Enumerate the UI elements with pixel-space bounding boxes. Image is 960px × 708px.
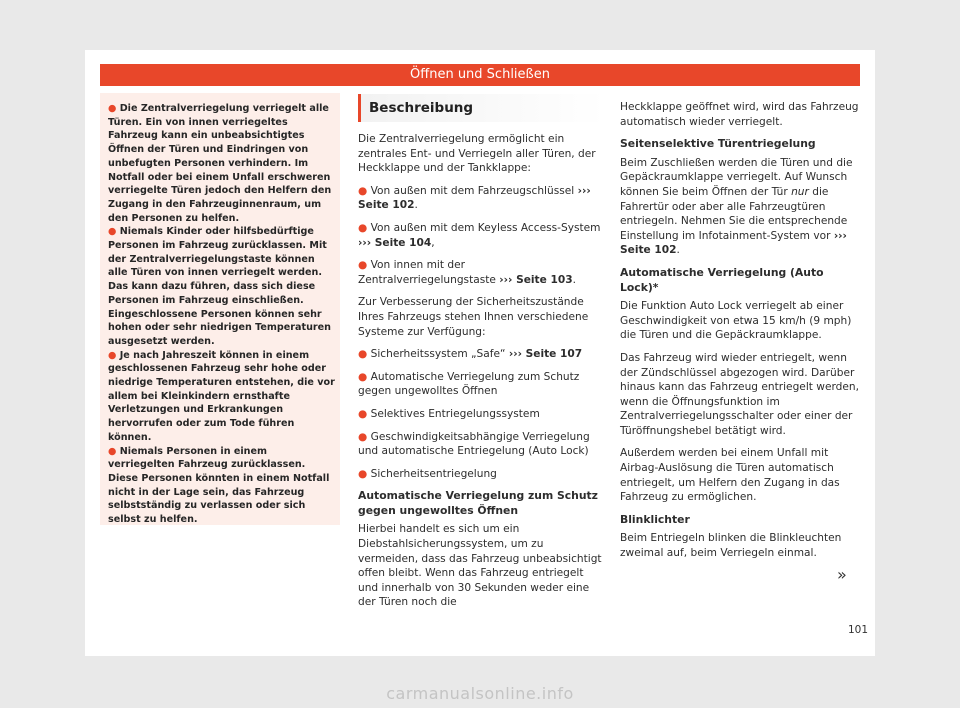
list-item: ● Sicherheitssystem „Safe“ ››› Seite 107 [358, 348, 583, 361]
bullet-icon: ● [358, 348, 368, 361]
auto-lock-heading: Automatische Verriegelung (Auto Lock)* [620, 265, 824, 294]
bullet-icon: ● [358, 259, 368, 272]
warning-text [108, 102, 336, 527]
page-reference-link[interactable]: ››› Seite 102 [620, 229, 847, 257]
page-reference-link[interactable]: ››› Seite 102 [358, 184, 591, 212]
bullet-icon: ● [108, 349, 117, 361]
bullet-icon: ● [358, 221, 368, 234]
systems-intro: Zur Verbesserung der Sicherheitszustände Ihres Fahrzeugs stehen Ihnen verschiedene Systeme zur Verfügung: [358, 296, 589, 338]
warning-item: ● Je nach Jahreszeit können in einem geschlossenen Fahrzeug sehr hohe oder niedrige Temperaturen entstehen, die vor allem bei Kleinkindern ernsthafte Verletzungen und Erkrankungen hervorrufen oder zum Tode führen können. [108, 349, 335, 443]
list-item: ● Von außen mit dem Keyless Access-System ››› Seite 104, [358, 221, 601, 249]
description-heading: Beschreibung [369, 100, 474, 116]
footer-watermark: carmanualsonline.info [0, 685, 960, 703]
right-column [620, 100, 865, 569]
page-number: 101 [848, 624, 869, 636]
list-item: ● Von innen mit der Zentralverriegelungstaste ››› Seite 103. [358, 259, 576, 286]
turn-signal-text: Beim Entriegeln blinken die Blinkleuchten zweimal auf, beim Verriegeln einmal. [620, 532, 842, 560]
selective-unlock-text: Beim Zuschließen werden die Türen und die Gepäckraumklappe verriegelt. Auf Wunsch können Sie beim Öffnen der Tür nur die Fahrertür oder aber alle Fahrzeugtüren entriegeln. Nehmen Sie die entsprechende Einstellung im Infotainment-System vor ››› Seite 102. [620, 156, 853, 257]
auto-lock-protection-heading: Automatische Verriegelung zum Schutz gegen ungewolltes Öffnen [358, 489, 598, 517]
bullet-icon: ● [108, 103, 117, 114]
bullet-icon: ● [358, 430, 368, 443]
warning-item: ● Niemals Personen in einem verriegelten Fahrzeug zurücklassen. Diese Personen könnten in einem Notfall nicht in der Lage sein, das Fahrzeug selbstständig zu verlassen oder sich selbst zu helfen. [108, 445, 330, 526]
list-item: ● Geschwindigkeitsabhängige Verriegelung und automatische Entriegelung (Auto Lock) [358, 430, 590, 458]
section-header [100, 64, 860, 86]
middle-column [358, 132, 602, 618]
turn-signal-heading: Blinklichter [620, 512, 690, 526]
auto-lock-protection-text: Hierbei handelt es sich um ein Diebstahlsicherungssystem, um zu vermeiden, dass das Fahrzeug unbeabsichtigt offen bleibt. Wenn das Fahrzeug entriegelt und innerhalb von 30 Sekunden weder eine der Türen noch die [358, 523, 602, 609]
warning-item: ● Die Zentralverriegelung verriegelt alle Türen. Ein von innen verriegeltes Fahrzeug kann ein unbeabsichtigtes Öffnen der Türen und Eindringen von unbefugten Personen verhindern. Im Notfall oder bei einem Unfall erschweren verriegelte Türen jedoch den Helfern den Zugang in den Fahrzeuginnenraum, um den Personen zu helfen. [108, 103, 332, 224]
list-item: ● Von außen mit dem Fahrzeugschlüssel ››› Seite 102. [358, 184, 591, 212]
warning-item: ● Niemals Kinder oder hilfsbedürftige Personen im Fahrzeug zurücklassen. Mit der Zentralverriegelungstaste können alle Türen von innen verriegelt werden. Das kann dazu führen, dass sich diese Personen im Fahrzeug einschließen. Eingeschlossene Personen können sehr hohen oder sehr niedrigen Temperaturen ausgesetzt werden. [108, 226, 331, 347]
page-reference-link[interactable]: ››› Seite 107 [508, 348, 583, 361]
page-reference-link[interactable]: ››› Seite 103 [499, 273, 573, 286]
bullet-icon: ● [358, 370, 368, 383]
auto-lock-text: Außerdem werden bei einem Unfall mit Airbag-Auslösung die Türen automatisch entriegelt, um Helfern den Zugang in das Fahrzeug zu ermöglichen. [620, 447, 840, 504]
bullet-icon: ● [108, 445, 117, 457]
bullet-icon: ● [358, 184, 368, 197]
auto-lock-text: Das Fahrzeug wird wieder entriegelt, wenn der Zündschlüssel abgezogen wird. Darüber hinaus kann das Fahrzeug entriegelt werden, wenn die Öffnungsfunktion im Zentralverriegelungsschalter oder einer der Türöffnungshebel betätigt wird. [620, 351, 859, 437]
list-item: ● Sicherheitsentriegelung [358, 467, 497, 480]
page-reference-link[interactable]: ››› Seite 104 [358, 236, 432, 249]
bullet-icon: ● [358, 407, 368, 420]
continue-arrow-icon: » [837, 565, 847, 584]
section-title: Öffnen und Schließen [410, 67, 550, 82]
auto-lock-text: Die Funktion Auto Lock verriegelt ab einer Geschwindigkeit von etwa 15 km/h (9 mph) die Türen und die Gepäckraumklappe. [620, 300, 852, 342]
bullet-icon: ● [358, 467, 368, 480]
selective-unlock-heading: Seitenselektive Türentriegelung [620, 137, 816, 151]
continued-text: Heckklappe geöffnet wird, wird das Fahrzeug automatisch wieder verriegelt. [620, 101, 859, 128]
description-heading-bar [358, 94, 605, 122]
intro-text: Die Zentralverriegelung ermöglicht ein zentrales Ent- und Verriegeln aller Türen, der Heckklappe und der Tankklappe: [358, 133, 596, 175]
list-item: ● Automatische Verriegelung zum Schutz gegen ungewolltes Öffnen [358, 370, 580, 398]
bullet-icon: ● [108, 226, 117, 238]
list-item: ● Selektives Entriegelungssystem [358, 407, 540, 420]
